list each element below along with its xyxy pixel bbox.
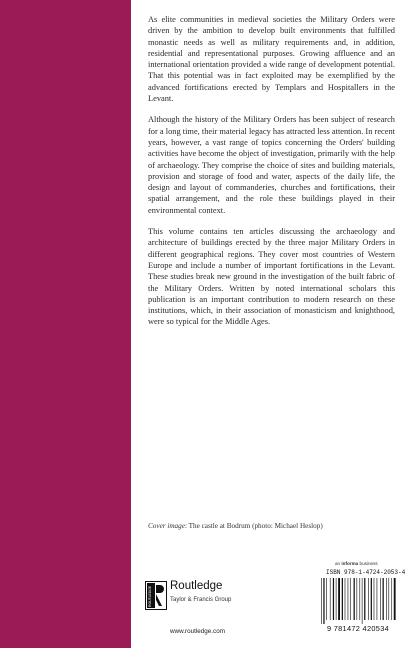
barcode-bar (362, 578, 363, 624)
barcode-bar (354, 578, 355, 620)
cover-caption-text: : The castle at Bodrum (photo: Michael Heslop) (184, 522, 323, 530)
barcode-bar (383, 578, 384, 620)
barcode-bar (380, 578, 381, 620)
spine-band (0, 0, 131, 648)
barcode-bar (330, 578, 331, 620)
informa-tagline (335, 561, 378, 566)
informa-suffix: business (358, 561, 378, 566)
blurb (148, 14, 395, 338)
barcode-bar (338, 578, 340, 620)
informa-brand: informa (341, 561, 359, 566)
routledge-r-icon (145, 581, 167, 610)
publisher-subtitle: Taylor & Francis Group (170, 597, 232, 603)
publisher-name: Routledge (170, 580, 223, 592)
blurb-paragraph-3: This volume contains ten articles discussing the archaeology and architecture of buildings erected by the three major Military Orders in different geographical regions. They cover most countries of Western Europe and include a number of important fortifications in the Levant. These studies break new ground in the investigation of the built fabric of the Military Orders. Written by noted international scholars this publication is an important contribution to modern research on these institutions, which, in their association of monasticism and knighthood, were so typical for the Middle Ages. (148, 227, 395, 327)
barcode-bar (323, 578, 324, 624)
informa-prefix: an (335, 561, 342, 566)
publisher-logo-text: ROUTLEDGE (148, 585, 152, 607)
blurb-paragraph-1: As elite communities in medieval societies the Military Orders were driven by the ambition to develop built environments that fulfilled monastic needs as well as military requirements and, in addition, residential and representational purposes. Growing affluence and an international orientation provided a wide range of development potential. That this potential was in fact exploited may be exemplified by the advanced fortifications erected by Templars and Hospitallers in the Levant. (148, 15, 395, 104)
barcode-bar (348, 578, 349, 620)
barcode-image (320, 578, 396, 624)
barcode-bar (386, 578, 387, 620)
barcode-bar (357, 578, 358, 620)
barcode-bar (364, 578, 365, 620)
cover-caption (148, 522, 398, 530)
blurb-paragraph-2: Although the history of the Military Orders has been subject of research for a long time, their material legacy has attracted less attention. In recent years, however, a vast range of topics concerning the Orders' building activities have become the object of investigation, primarily with the help of archaeology. They comprise the choice of sites and building materials, provision and storage of food and water, aspects of the daily life, the design and layout of commanderies, churches and fortifications, their spatial arrangement, and the role these buildings played in their environmental context. (148, 115, 395, 215)
barcode-bar (374, 578, 375, 620)
barcode-bar (321, 578, 322, 624)
barcode-bar (359, 578, 360, 620)
barcode-bar (394, 578, 396, 620)
barcode-bar (377, 578, 378, 620)
barcode-digits: 9 781472 420534 (326, 624, 390, 633)
barcode-bar (368, 578, 369, 620)
barcode-bar (371, 578, 372, 620)
barcode-bar (345, 578, 346, 620)
cover-caption-label: Cover image (148, 522, 185, 530)
isbn-number: ISBN 978-1-4724-2053-4 (326, 569, 406, 576)
barcode-bar (342, 578, 343, 620)
barcode-bar (391, 578, 392, 620)
publisher-url[interactable]: www.routledge.com (170, 628, 225, 635)
barcode-bar (333, 578, 334, 620)
barcode-bar (388, 578, 389, 620)
barcode-bar (336, 578, 337, 620)
barcode-bar (326, 578, 327, 620)
barcode-bar (350, 578, 351, 620)
